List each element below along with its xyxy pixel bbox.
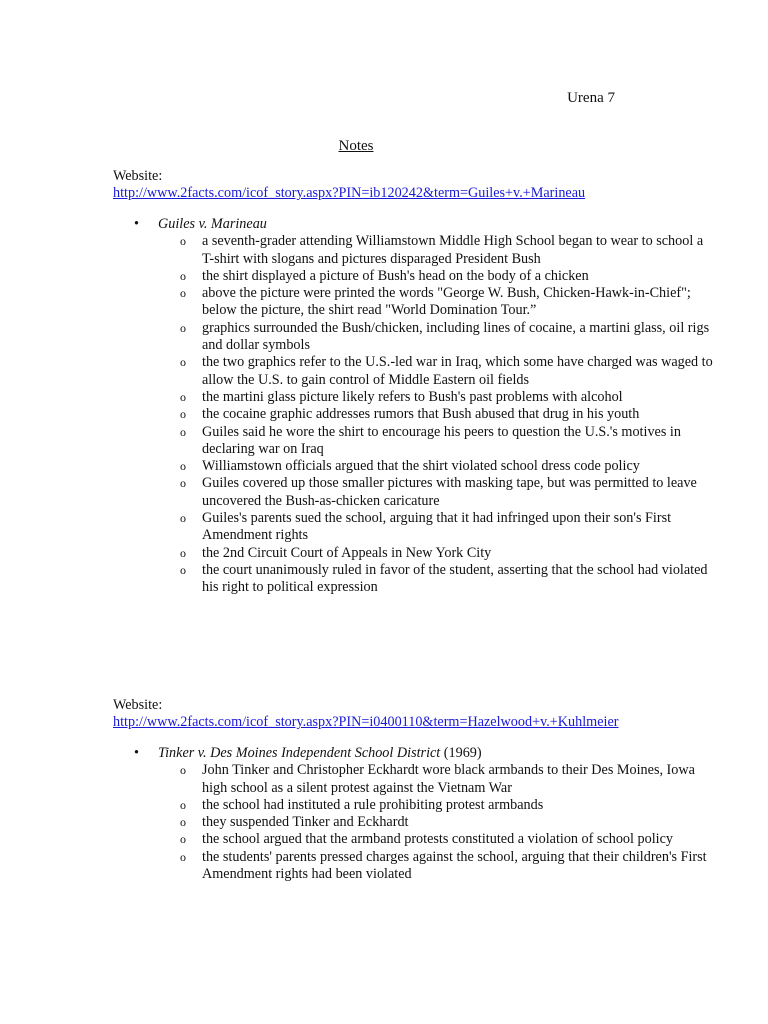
case-year: (1969) bbox=[440, 745, 482, 761]
note-text: the school had instituted a rule prohibiting protest armbands bbox=[202, 796, 544, 813]
circle-bullet-icon: o bbox=[180, 832, 186, 847]
list-item bbox=[180, 796, 714, 814]
list-item bbox=[180, 354, 714, 389]
case-section-1 bbox=[134, 216, 714, 597]
circle-bullet-icon: o bbox=[180, 562, 186, 577]
website-block-1 bbox=[113, 168, 713, 203]
bullet-icon: • bbox=[134, 745, 139, 761]
note-text: the martini glass picture likely refers to Bush's past problems with alcohol bbox=[202, 388, 623, 405]
note-text: a seventh-grader attending Williamstown Middle High School began to wear to school a T-shirt with slogans and pictures disparaged President Bush bbox=[202, 233, 704, 267]
source-link[interactable]: http://www.2facts.com/icof_story.aspx?PIN=i0400110&term=Hazelwood+v.+Kuhlmeier bbox=[113, 714, 619, 731]
list-item bbox=[180, 831, 714, 848]
circle-bullet-icon: o bbox=[180, 234, 186, 249]
list-item bbox=[180, 561, 714, 597]
list-item bbox=[180, 285, 714, 320]
website-label: Website: bbox=[113, 697, 163, 713]
circle-bullet-icon: o bbox=[180, 476, 186, 491]
circle-bullet-icon: o bbox=[180, 797, 186, 812]
notes-list bbox=[134, 762, 714, 883]
note-text: Guiles's parents sued the school, arguing that it had infringed upon their son's First Amendment rights bbox=[202, 510, 672, 544]
bullet-icon: • bbox=[134, 216, 139, 232]
note-text: John Tinker and Christopher Eckhardt wore black armbands to their Des Moines, Iowa high school as a silent protest against the Vietnam War bbox=[202, 762, 695, 796]
list-item bbox=[180, 814, 714, 831]
circle-bullet-icon: o bbox=[180, 268, 186, 283]
note-text: the 2nd Circuit Court of Appeals in New York City bbox=[202, 544, 492, 561]
circle-bullet-icon: o bbox=[180, 424, 186, 439]
note-text: Guiles said he wore the shirt to encourage his peers to question the U.S.'s motives in declaring war on Iraq bbox=[202, 423, 681, 457]
circle-bullet-icon: o bbox=[180, 815, 186, 830]
list-item bbox=[180, 388, 714, 406]
list-item bbox=[180, 458, 714, 475]
circle-bullet-icon: o bbox=[180, 511, 186, 526]
case-title: Guiles v. Marineau bbox=[158, 216, 267, 232]
case-title: Tinker v. Des Moines Independent School District bbox=[158, 745, 441, 761]
notes-list bbox=[134, 233, 714, 596]
note-text: the students' parents pressed charges against the school, arguing that their children's First Amendment rights had been violated bbox=[202, 848, 707, 883]
list-item bbox=[180, 544, 714, 562]
case-section-2 bbox=[134, 745, 714, 883]
note-text: the cocaine graphic addresses rumors that Bush abused that drug in his youth bbox=[202, 406, 640, 423]
note-text: Guiles covered up those smaller pictures with masking tape, but was permitted to leave uncovered the Bush-as-chicken caricature bbox=[202, 475, 697, 509]
list-item bbox=[180, 233, 714, 268]
note-text: the school argued that the armband protests constituted a violation of school policy bbox=[202, 831, 673, 848]
note-text: Williamstown officials argued that the shirt violated school dress code policy bbox=[202, 458, 640, 475]
note-text: graphics surrounded the Bush/chicken, including lines of cocaine, a martini glass, oil rigs and dollar symbols bbox=[202, 319, 710, 354]
circle-bullet-icon: o bbox=[180, 355, 186, 370]
circle-bullet-icon: o bbox=[180, 320, 186, 335]
website-block-2 bbox=[113, 697, 713, 732]
circle-bullet-icon: o bbox=[180, 849, 186, 864]
page-title: Notes bbox=[338, 138, 374, 154]
circle-bullet-icon: o bbox=[180, 407, 186, 422]
circle-bullet-icon: o bbox=[180, 459, 186, 474]
note-text: above the picture were printed the words "George W. Bush, Chicken-Hawk-in-Chief"; below the picture, the shirt read "World Domination Tour.” bbox=[202, 285, 691, 319]
website-label: Website: bbox=[113, 168, 163, 184]
circle-bullet-icon: o bbox=[180, 545, 186, 560]
note-text: they suspended Tinker and Eckhardt bbox=[202, 814, 409, 831]
list-item bbox=[180, 319, 714, 355]
list-item bbox=[180, 475, 714, 510]
case-heading bbox=[134, 745, 714, 762]
note-text: the two graphics refer to the U.S.-led war in Iraq, which some have charged was waged to allow the U.S. to gain control of Middle Eastern oil fields bbox=[202, 354, 713, 388]
list-item bbox=[180, 406, 714, 423]
list-item bbox=[180, 510, 714, 545]
source-link[interactable]: http://www.2facts.com/icof_story.aspx?PIN=ib120242&term=Guiles+v.+Marineau bbox=[113, 185, 586, 202]
page-header: Urena 7 bbox=[567, 90, 615, 106]
case-heading bbox=[134, 216, 714, 233]
circle-bullet-icon: o bbox=[180, 763, 186, 778]
circle-bullet-icon: o bbox=[180, 389, 186, 404]
circle-bullet-icon: o bbox=[180, 286, 186, 301]
list-item bbox=[180, 267, 714, 285]
note-text: the court unanimously ruled in favor of the student, asserting that the school had violated his right to political expression bbox=[202, 561, 708, 596]
note-text: the shirt displayed a picture of Bush's head on the body of a chicken bbox=[202, 267, 589, 284]
list-item bbox=[180, 848, 714, 884]
list-item bbox=[180, 762, 714, 797]
list-item bbox=[180, 423, 714, 459]
